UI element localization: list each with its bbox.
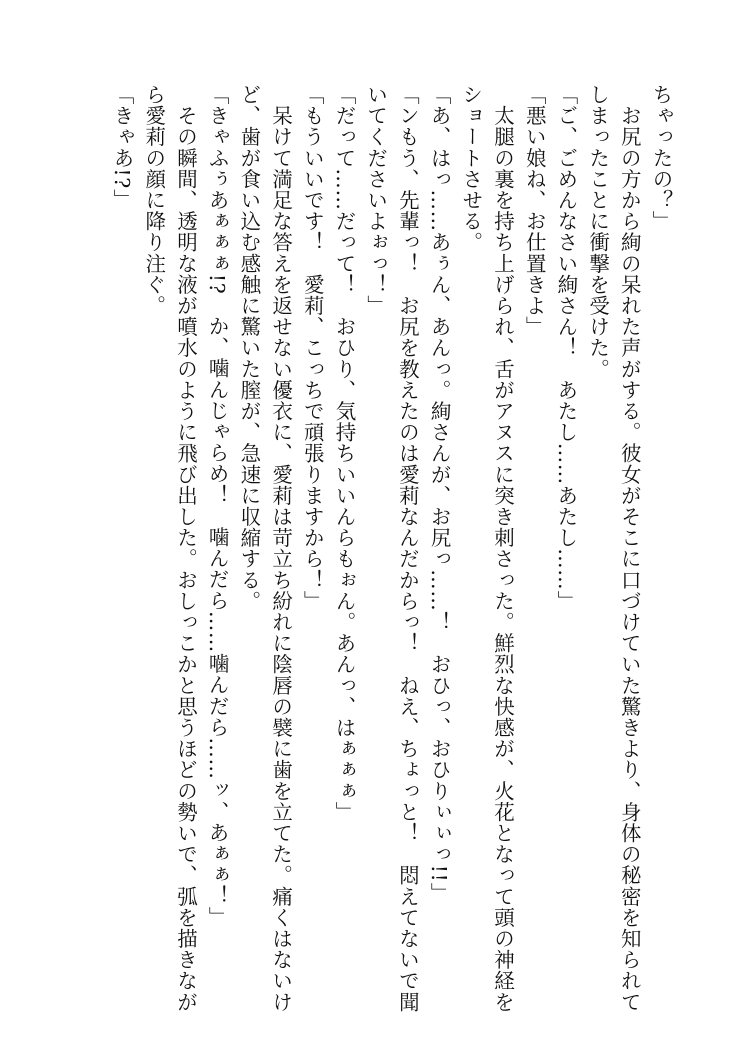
text-line: 「あ、はっ……あぅん、あんっ。絢さんが、お尻っ……！ おひっ、おひりぃぃっ!!」	[427, 84, 452, 904]
text-line: 「ご、ごめんなさい絢さん！ あたし……あたし……」	[553, 84, 578, 612]
text-line: 呆けて満足な答えを返せない優衣に、愛莉は苛立ち紛れに陰唇の襞に歯を立てた。痛くはないけ	[268, 84, 293, 1013]
text-line: お尻の方から絢の呆れた声がする。彼女がそこに口づけていた驚きより、身体の秘密を知られて	[617, 84, 642, 1013]
text-line: 「もういいです！ 愛莉、こっちで頑張りますから！」	[300, 84, 325, 612]
text-line: その瞬間、透明な液が噴水のように飛び出した。おしっこかと思うほどの勢いで、弧を描きなが	[173, 84, 198, 1013]
text-line: ショートさせる。	[458, 84, 483, 253]
text-line: ら愛莉の顔に降り注ぐ。	[141, 84, 166, 317]
vertical-text-body	[105, 84, 676, 1013]
text-line: 太腿の裏を持ち上げられ、舌がアヌスに突き刺さった。鮮烈な快感が、火花となって頭の神経を	[490, 84, 515, 1013]
text-line: 「きゃあ!?」	[110, 84, 135, 210]
text-line: いてくださいよぉっ！」	[363, 84, 388, 317]
text-line: 「きゃふぅあぁぁぁ!? か、噛んじゃらめ！ 噛んだら……噛んだら……ッ、あぁぁ！」	[205, 84, 230, 928]
text-line: ど、歯が食い込む感触に驚いた膣が、急速に収縮する。	[236, 84, 261, 612]
text-line: ちゃったの？」	[649, 84, 673, 232]
text-line: しまったことに衝撃を受けた。	[585, 84, 610, 380]
text-line: 「悪い娘ね、お仕置きよ」	[522, 84, 547, 338]
text-line: 「だって……だって！ おひり、気持ちいいんらもぉん。あんっ、はぁぁぁ」	[331, 84, 356, 823]
text-line: 「ンもう、先輩っ！ お尻を教えたのは愛莉なんだからっ！ ねえ、ちょっと！ 悶えてないで聞	[395, 84, 420, 1013]
